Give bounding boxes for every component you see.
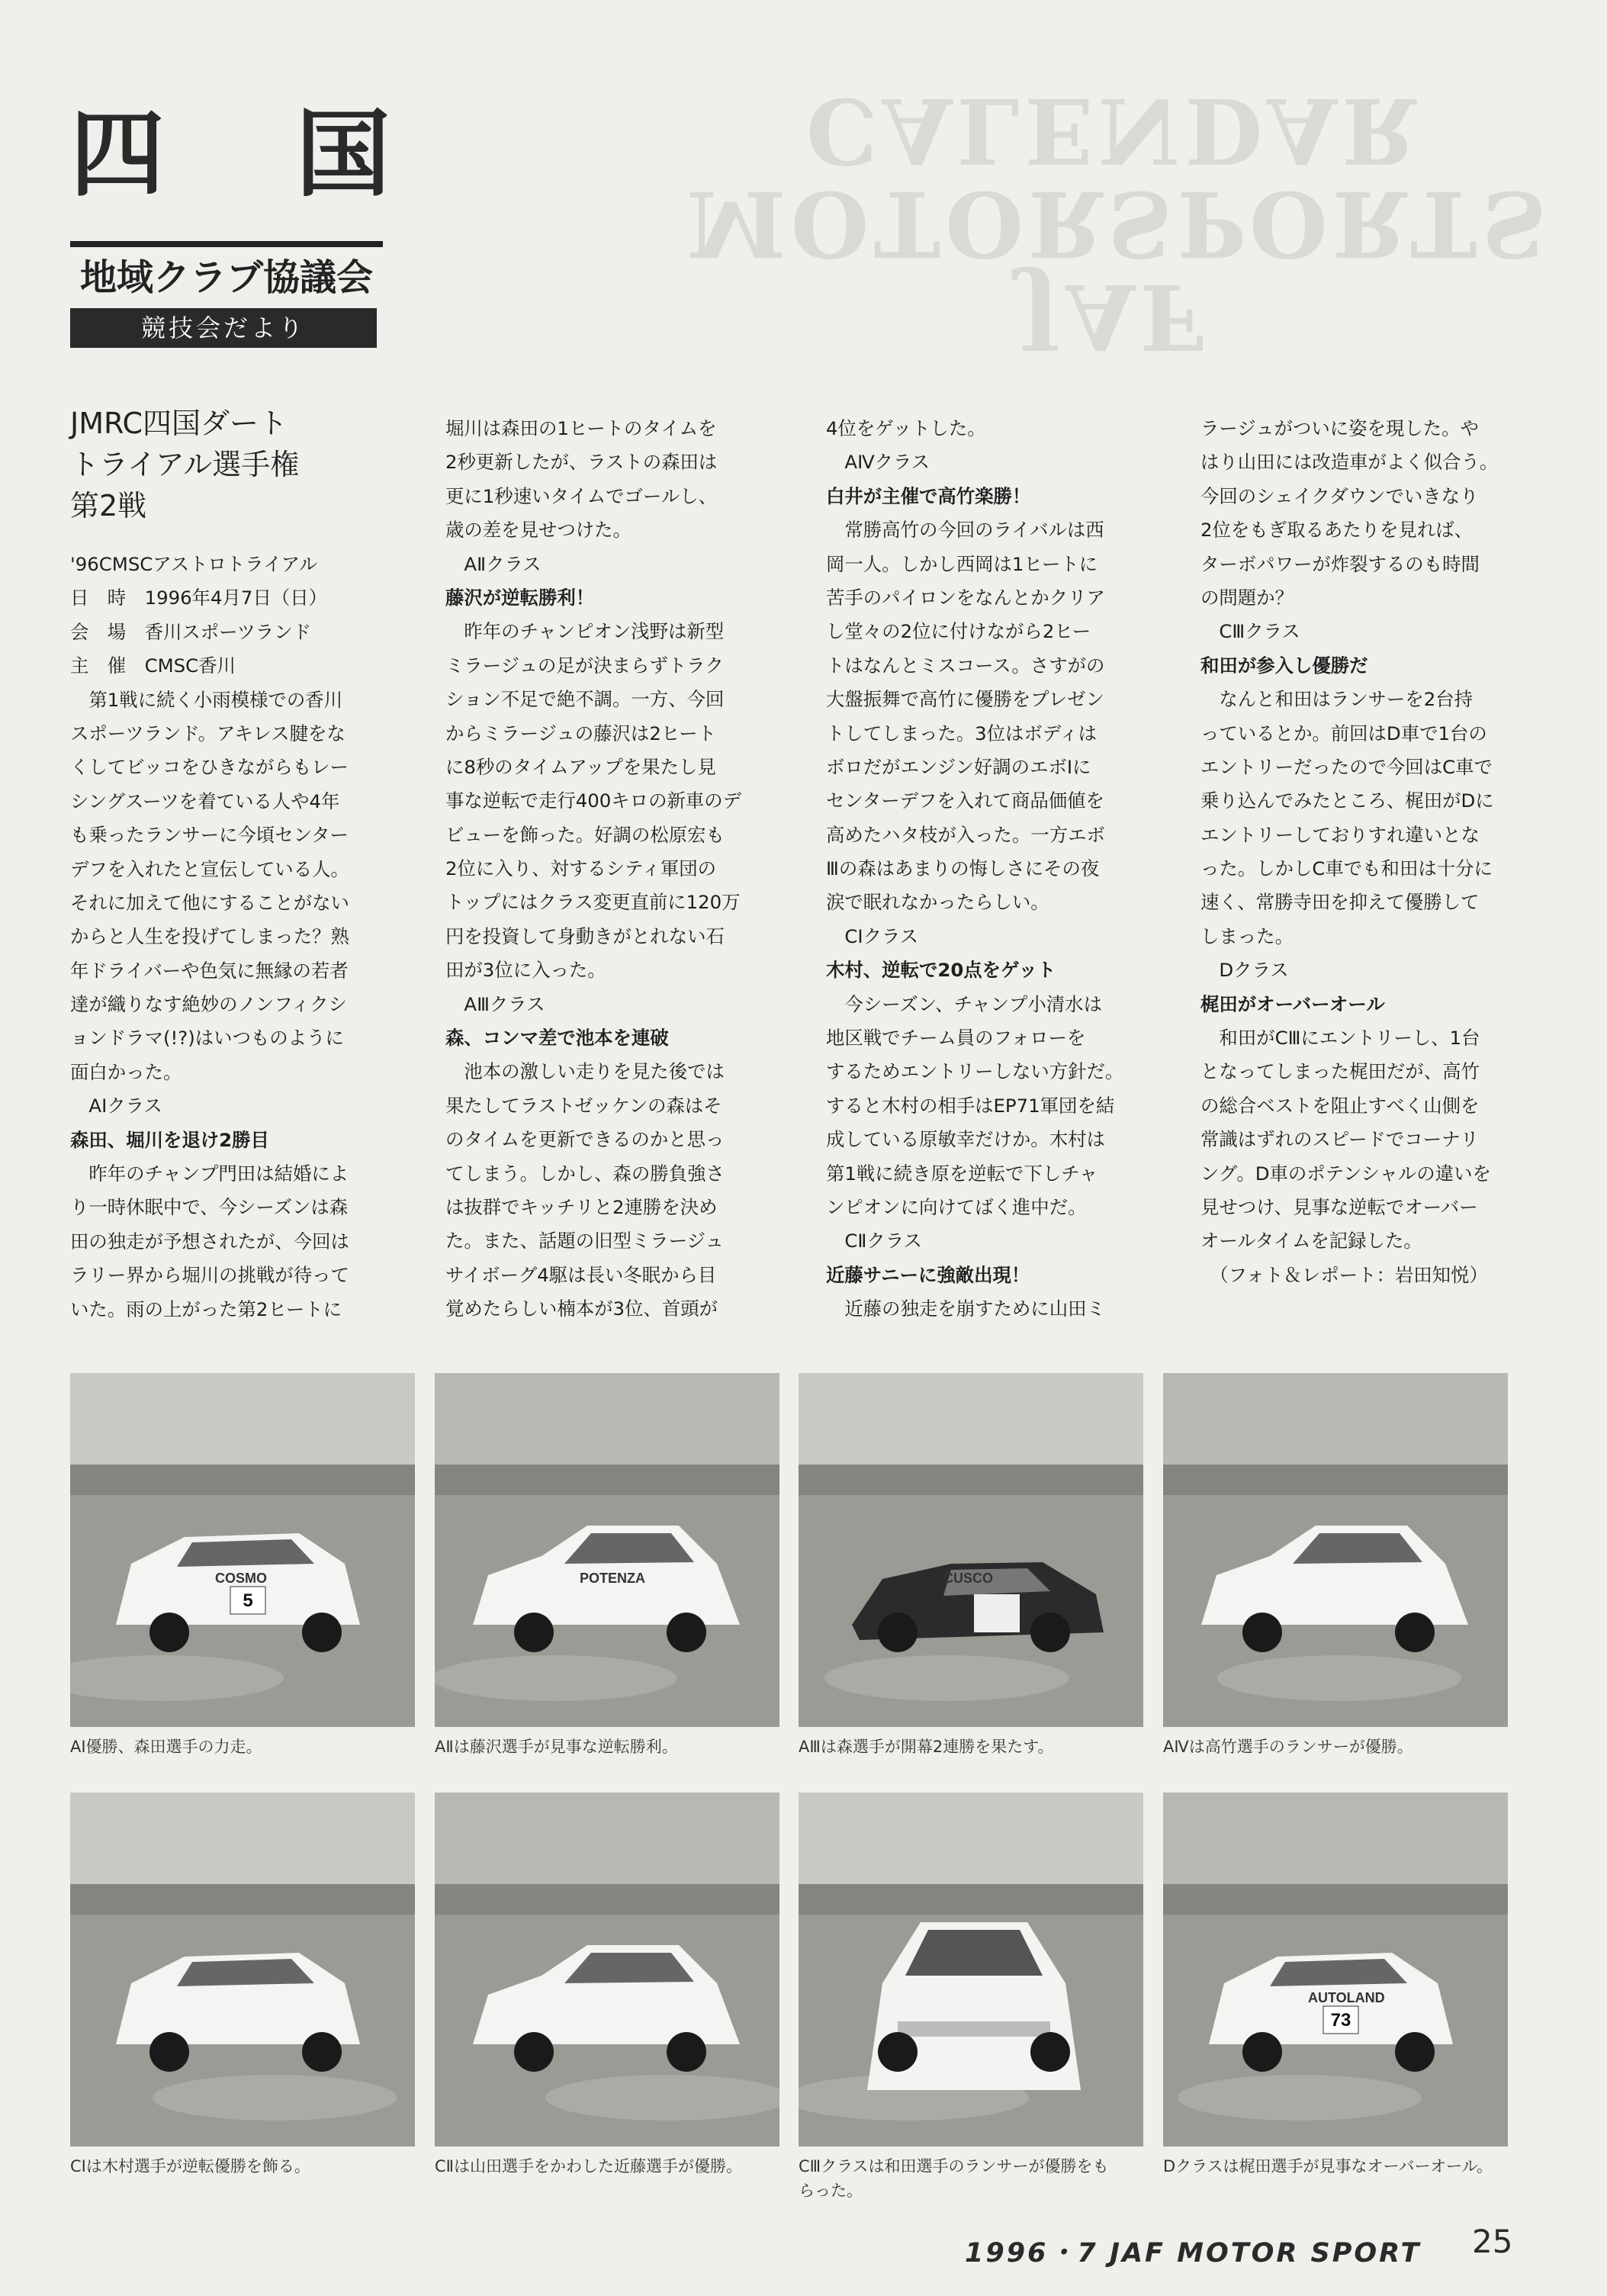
body-line: 常識はずれのスピードでコーナリ — [1200, 1128, 1479, 1151]
body-line: 涙で眠れなかったらしい。 — [826, 891, 1049, 914]
photo-caption — [799, 2154, 1109, 2203]
body-line: 池本の激しい走りを見た後では — [445, 1060, 725, 1083]
caption-line: Dクラスは梶田選手が見事なオーバーオール。 — [1163, 2157, 1493, 2175]
mirrored-watermark: JAF MOTORSPORTS CALENDAR — [686, 78, 1551, 370]
article-headline: JMRC四国ダート トライアル選手権 第2戦 — [70, 407, 300, 523]
svg-text:POTENZA: POTENZA — [580, 1571, 646, 1586]
svg-text:AUTOLAND: AUTOLAND — [1308, 1990, 1385, 2005]
body-line: 第1戦に続き原を逆転で下しチャ — [826, 1162, 1098, 1185]
column-2 — [445, 412, 758, 1326]
section-tag: 競技会だより — [70, 308, 377, 348]
body-line: AⅣクラス — [826, 451, 930, 474]
rally-car-photo — [70, 1793, 415, 2146]
body-line: 果たしてラストゼッケンの森はそ — [445, 1094, 722, 1117]
caption-line: らった。 — [799, 2182, 863, 2200]
body-line: 近藤の独走を崩すために山田ミ — [826, 1298, 1105, 1320]
body-line: スポーツランド。アキレス腱をな — [70, 722, 346, 744]
photo-caption — [799, 1735, 1054, 1759]
caption-line: AⅠ優勝、森田選手の力走。 — [70, 1738, 262, 1756]
body-line: っているとか。前回はD車で1台の — [1200, 722, 1487, 744]
body-line: 高めたハタ枝が入った。一方エボ — [826, 823, 1105, 846]
caption-line: CⅢクラスは和田選手のランサーが優勝をも — [799, 2157, 1109, 2175]
caption-line: AⅡは藤沢選手が見事な逆転勝利。 — [435, 1738, 678, 1756]
rally-car-photo — [70, 1373, 415, 1727]
subheading: 梶田がオーバーオール — [1200, 992, 1385, 1015]
rally-car-photo — [1163, 1373, 1508, 1727]
body-line: からと人生を投げてしまった？熟 — [70, 925, 349, 948]
body-line: 速く、常勝寺田を抑えて優勝して — [1200, 891, 1480, 914]
body-line: それに加えて他にすることがない — [70, 891, 349, 914]
rally-car-photo — [799, 1793, 1143, 2146]
svg-text:CUSCO: CUSCO — [943, 1571, 994, 1586]
event-venue: 会 場 香川スポーツランド — [70, 620, 312, 643]
body-line: 田が3位に入った。 — [445, 959, 606, 982]
body-line: CⅠクラス — [826, 925, 919, 947]
body-line: 昨年のチャンピオン浅野は新型 — [445, 620, 725, 643]
body-line: AⅠクラス — [70, 1095, 162, 1117]
body-line: は抜群でキッチリと2連勝を決め — [445, 1195, 718, 1218]
body-line: に8秒のタイムアップを果たし見 — [445, 755, 716, 778]
body-line: Dクラス — [1200, 959, 1289, 982]
body-line: くしてビッコをひきながらもレー — [70, 756, 349, 779]
body-line: Ⅲの森はあまりの悔しさにその夜 — [826, 857, 1100, 880]
body-line: CⅢクラス — [1200, 620, 1300, 643]
body-line: となってしまった梶田だが、高竹 — [1200, 1060, 1480, 1083]
body-line: 今シーズン、チャンプ小清水は — [826, 992, 1102, 1015]
column-body-2 — [445, 412, 758, 1326]
footer-issue: 1996・7 JAF MOTOR SPORT — [965, 2238, 1422, 2269]
body-line: り一時休眠中で、今シーズンは森 — [70, 1196, 349, 1219]
subheading: 森、コンマ差で池本を連破 — [445, 1027, 669, 1050]
body-line: てしまう。しかし、森の勝負強さ — [445, 1162, 725, 1185]
body-line: サイボーグ4駆は長い冬眠から目 — [445, 1263, 717, 1286]
photo-caption — [70, 2154, 310, 2179]
body-line: ラージュがついに姿を現した。や — [1200, 417, 1479, 439]
caption-line: AⅢは森選手が開幕2連勝を果たす。 — [799, 1738, 1054, 1756]
club-council-title: 地域クラブ協議会 — [79, 256, 373, 299]
photo-caption — [435, 1735, 678, 1759]
body-line: 堀川は森田の1ヒートのタイムを — [445, 417, 717, 439]
column-body-4 — [1200, 412, 1513, 1292]
svg-text:COSMO: COSMO — [215, 1571, 268, 1586]
body-line: トップにはクラス変更直前に120万 — [445, 891, 741, 914]
body-line: ラリー界から堀川の挑戦が待って — [70, 1264, 349, 1287]
event-name: '96CMSCアストロトライアル — [70, 553, 318, 575]
body-line: 田の独走が予想されたが、今回は — [70, 1230, 349, 1253]
body-line: ビューを飾った。好調の松原宏も — [445, 823, 725, 846]
body-line: った。しかしC車でも和田は十分に — [1200, 857, 1493, 880]
body-line: 2位に入り、対するシティ軍団の — [445, 857, 717, 880]
body-line: た。また、話題の旧型ミラージュ — [445, 1230, 724, 1253]
body-line: 今回のシェイクダウンでいきなり — [1200, 484, 1479, 507]
body-line: 更に1秒速いタイムでゴールし、 — [445, 484, 718, 507]
body-line: 見せつけ、見事な逆転でオーバー — [1200, 1195, 1478, 1218]
body-line: デフを入れたと宣伝している人。 — [70, 857, 349, 880]
body-line: エントリーしておりすれ違いとな — [1200, 823, 1480, 846]
body-line: すると木村の相手はEP71軍団を結 — [826, 1094, 1115, 1117]
region-title: 四 国 — [70, 99, 391, 210]
body-line: ション不足で絶不調。一方、今回 — [445, 688, 725, 711]
body-line: 苦手のパイロンをなんとかクリア — [826, 586, 1105, 609]
body-line: 地区戦でチーム員のフォローを — [826, 1027, 1086, 1050]
body-line: はり山田には改造車がよく似合う。 — [1200, 451, 1499, 474]
body-line: 成している原敏幸だけか。木村は — [826, 1128, 1105, 1151]
body-line: 岡一人。しかし西岡は1ヒートに — [826, 552, 1098, 575]
subheading: 木村、逆転で20点をゲット — [826, 959, 1056, 982]
body-line: ング。D車のポテンシャルの違いを — [1200, 1162, 1491, 1185]
subheading: 白井が主催で高竹楽勝！ — [826, 484, 1031, 507]
body-line: 第1戦に続く小雨模様での香川 — [70, 688, 342, 711]
column-4 — [1200, 412, 1513, 1292]
photo-caption — [435, 2154, 742, 2179]
rally-car-photo — [435, 1373, 779, 1727]
body-line: オールタイムを記録した。 — [1200, 1230, 1422, 1253]
body-line: （フォト＆レポート：岩田知悦） — [1200, 1263, 1488, 1286]
svg-text:5: 5 — [243, 1590, 253, 1611]
body-line: 4位をゲットした。 — [826, 417, 986, 439]
body-line: 年ドライバーや色気に無縁の若者 — [70, 959, 349, 982]
rally-car-photo — [799, 1373, 1143, 1727]
event-date: 日 時 1996年4月7日（日） — [70, 587, 328, 609]
body-line: トはなんとミスコース。さすがの — [826, 654, 1105, 677]
body-line: 円を投資して身動きがとれない石 — [445, 925, 725, 947]
body-line: ボロだがエンジン好調のエボⅠに — [826, 755, 1091, 778]
body-line: エントリーだったので今回はC車で — [1200, 755, 1493, 778]
column-body-1 — [70, 683, 383, 1326]
column-3 — [826, 412, 1139, 1326]
photo-caption — [1163, 2154, 1493, 2179]
body-line: 2秒更新したが、ラストの森田は — [445, 451, 718, 474]
body-line: も乗ったランサーに今頃センター — [70, 824, 349, 847]
body-line: 乗り込んでみたところ、梶田がDに — [1200, 789, 1494, 812]
body-line: センターデフを入れて商品価値を — [826, 789, 1104, 812]
column-body-3 — [826, 412, 1139, 1326]
body-line: トしてしまった。3位はボディは — [826, 722, 1098, 744]
body-line: しまった。 — [1200, 925, 1294, 947]
column-1 — [70, 548, 383, 1326]
body-line: の問題か？ — [1200, 586, 1294, 609]
body-line: シングスーツを着ている人や4年 — [70, 789, 340, 812]
body-line: するためエントリーしない方針だ。 — [826, 1060, 1124, 1083]
photo-caption — [70, 1735, 262, 1759]
event-organizer: 主 催 CMSC香川 — [70, 654, 236, 677]
body-line: 面白かった。 — [70, 1060, 182, 1083]
rally-car-photo — [1163, 1793, 1508, 2146]
body-line: 2位をもぎ取るあたりを見れば、 — [1200, 519, 1473, 542]
body-line: いた。雨の上がった第2ヒートに — [70, 1298, 342, 1320]
body-line: 達が織りなす絶妙のノンフィクシ — [70, 993, 347, 1016]
title-rule — [70, 241, 383, 247]
body-line: ターボパワーが炸裂するのも時間 — [1200, 552, 1480, 575]
caption-line: AⅣは高竹選手のランサーが優勝。 — [1163, 1738, 1413, 1756]
page-number: 25 — [1472, 2223, 1513, 2260]
body-line: ミラージュの足が決まらずトラク — [445, 654, 724, 677]
body-line: 歳の差を見せつけた。 — [445, 519, 632, 542]
caption-line: CⅠは木村選手が逆転優勝を飾る。 — [70, 2157, 310, 2175]
body-line: 事な逆転で走行400キロの新車のデ — [445, 789, 742, 812]
body-line: 和田がCⅢにエントリーし、1台 — [1200, 1027, 1480, 1050]
caption-line: CⅡは山田選手をかわした近藤選手が優勝。 — [435, 2157, 742, 2175]
rally-car-photo — [435, 1793, 779, 2146]
body-line: 大盤振舞で高竹に優勝をプレゼン — [826, 688, 1104, 711]
body-line: のタイムを更新できるのかと思っ — [445, 1128, 725, 1151]
body-line: し堂々の2位に付けながら2ヒー — [826, 620, 1091, 643]
body-line: 昨年のチャンプ門田は結婚によ — [70, 1162, 349, 1185]
subheading: 藤沢が逆転勝利！ — [445, 586, 595, 609]
subheading: 和田が参入し優勝だ — [1200, 654, 1368, 677]
svg-text:73: 73 — [1330, 2010, 1351, 2031]
body-line: AⅢクラス — [445, 992, 545, 1015]
body-line: の総合ベストを阻止すべく山側を — [1200, 1094, 1480, 1117]
body-line: なんと和田はランサーを2台持 — [1200, 688, 1473, 711]
body-line: ンピオンに向けてばく進中だ。 — [826, 1195, 1087, 1218]
body-line: ョンドラマ(!?)はいつものように — [70, 1027, 344, 1050]
subheading: 近藤サニーに強敵出現！ — [826, 1263, 1030, 1286]
photo-caption — [1163, 1735, 1413, 1759]
body-line: からミラージュの藤沢は2ヒート — [445, 722, 717, 744]
body-line: AⅡクラス — [445, 552, 542, 575]
body-line: 常勝高竹の今回のライバルは西 — [826, 519, 1104, 542]
subheading: 森田、堀川を退け2勝目 — [70, 1128, 269, 1151]
body-line: CⅡクラス — [826, 1230, 922, 1253]
body-line: 覚めたらしい楠本が3位、首頭が — [445, 1298, 718, 1320]
